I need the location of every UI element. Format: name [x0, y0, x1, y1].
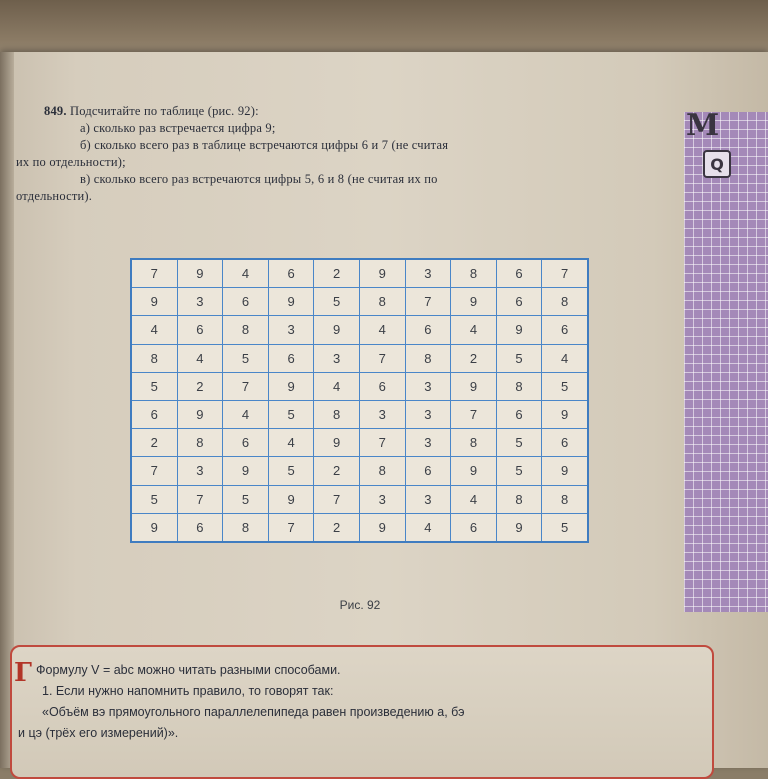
table-cell: 5 [268, 457, 314, 485]
problem-number: 849. [44, 104, 67, 118]
table-row [131, 344, 588, 372]
table-cell: 3 [268, 316, 314, 344]
table-cell: 6 [451, 513, 497, 542]
table-cell: 2 [314, 457, 360, 485]
problem-item-b-line2: их по отдельности); [16, 155, 126, 169]
table-cell: 9 [223, 457, 269, 485]
table-cell: 4 [542, 344, 588, 372]
table-cell: 6 [177, 513, 223, 542]
table-cell: 6 [542, 429, 588, 457]
rule-line-1: Формулу V = abc можно читать разными способами. [36, 663, 341, 677]
table-cell: 6 [542, 316, 588, 344]
table-cell: 6 [405, 457, 451, 485]
problem-item-b-line1: б) сколько всего раз в таблице встречаются цифры 6 и 7 (не считая [80, 138, 449, 152]
problem-item-c-line2: отдельности). [16, 189, 93, 203]
table-cell: 6 [223, 429, 269, 457]
table-cell: 8 [223, 513, 269, 542]
table-cell: 3 [405, 400, 451, 428]
table-cell: 5 [496, 457, 542, 485]
table-cell: 8 [451, 429, 497, 457]
table-cell: 9 [451, 288, 497, 316]
table-cell: 3 [405, 259, 451, 288]
table-cell: 7 [223, 372, 269, 400]
table-cell: 6 [268, 259, 314, 288]
table-cell: 3 [405, 485, 451, 513]
table-cell: 6 [268, 344, 314, 372]
table-cell: 5 [314, 288, 360, 316]
problem-item-c-line1: в) сколько всего раз встречаются цифры 5, 6 и 8 (не считая их по [80, 172, 438, 186]
table-cell: 5 [223, 344, 269, 372]
table-cell: 2 [451, 344, 497, 372]
table-cell: 9 [542, 457, 588, 485]
table-cell: 4 [359, 316, 405, 344]
table-row [131, 429, 588, 457]
table-row [131, 288, 588, 316]
table-cell: 4 [177, 344, 223, 372]
table-row [131, 513, 588, 542]
table-cell: 9 [451, 372, 497, 400]
table-cell: 5 [496, 344, 542, 372]
table-cell: 9 [359, 513, 405, 542]
table-row [131, 400, 588, 428]
table-cell: 4 [223, 400, 269, 428]
table-cell: 9 [496, 513, 542, 542]
table-cell: 4 [405, 513, 451, 542]
table-cell: 5 [542, 513, 588, 542]
table-cell: 4 [131, 316, 177, 344]
figure-caption: Рис. 92 [339, 598, 381, 612]
table-cell: 6 [496, 259, 542, 288]
table-cell: 7 [542, 259, 588, 288]
table-cell: 9 [451, 457, 497, 485]
table-cell: 4 [451, 316, 497, 344]
table-cell: 5 [131, 372, 177, 400]
problem-849 [16, 103, 686, 205]
table-cell: 3 [405, 429, 451, 457]
table-cell: 7 [131, 259, 177, 288]
table-cell: 7 [359, 344, 405, 372]
table-cell: 8 [177, 429, 223, 457]
table-cell: 2 [177, 372, 223, 400]
rule-line-3: «Объём вэ прямоугольного параллелепипеда равен произведению а, бэ [42, 705, 465, 719]
table-cell: 8 [542, 288, 588, 316]
rule-text [18, 660, 708, 744]
table-cell: 4 [451, 485, 497, 513]
table-cell: 7 [405, 288, 451, 316]
table-cell: 8 [405, 344, 451, 372]
table-cell: 2 [314, 513, 360, 542]
table-cell: 9 [177, 259, 223, 288]
table-cell: 5 [268, 400, 314, 428]
digit-table [130, 258, 589, 543]
table-cell: 3 [177, 288, 223, 316]
rule-line-2: 1. Если нужно напомнить правило, то говорят так: [42, 684, 334, 698]
table-cell: 9 [359, 259, 405, 288]
table-row [131, 457, 588, 485]
table-cell: 4 [223, 259, 269, 288]
table-cell: 9 [177, 400, 223, 428]
table-row [131, 372, 588, 400]
margin-grid-panel [684, 112, 768, 612]
table-cell: 7 [314, 485, 360, 513]
table-cell: 7 [359, 429, 405, 457]
table-cell: 9 [268, 485, 314, 513]
rule-line-4: и цэ (трёх его измерений)». [18, 726, 179, 740]
table-cell: 6 [177, 316, 223, 344]
table-cell: 4 [314, 372, 360, 400]
table-cell: 6 [131, 400, 177, 428]
table-cell: 9 [314, 429, 360, 457]
table-cell: 2 [131, 429, 177, 457]
problem-heading [16, 103, 686, 120]
table-cell: 5 [542, 372, 588, 400]
table-cell: 3 [359, 485, 405, 513]
table-cell: 4 [268, 429, 314, 457]
table-cell: 6 [496, 288, 542, 316]
magnifier-icon [703, 150, 731, 178]
table-cell: 3 [359, 400, 405, 428]
table-cell: 8 [223, 316, 269, 344]
margin-icon-glyph: Q [710, 154, 724, 174]
table-cell: 8 [542, 485, 588, 513]
table-cell: 6 [496, 400, 542, 428]
table-cell: 9 [268, 288, 314, 316]
table-cell: 7 [177, 485, 223, 513]
table-cell: 9 [131, 288, 177, 316]
table-row [131, 485, 588, 513]
table-cell: 9 [496, 316, 542, 344]
table-cell: 8 [314, 400, 360, 428]
table-cell: 8 [451, 259, 497, 288]
problem-intro: Подсчитайте по таблице (рис. 92): [70, 104, 259, 118]
table-cell: 5 [223, 485, 269, 513]
table-cell: 3 [177, 457, 223, 485]
table-row [131, 259, 588, 288]
table-cell: 9 [268, 372, 314, 400]
table-cell: 6 [223, 288, 269, 316]
table-cell: 8 [496, 485, 542, 513]
table-cell: 8 [359, 288, 405, 316]
table-cell: 7 [451, 400, 497, 428]
table-cell: 3 [405, 372, 451, 400]
table-cell: 8 [496, 372, 542, 400]
table-cell: 2 [314, 259, 360, 288]
table-cell: 9 [542, 400, 588, 428]
table-cell: 6 [405, 316, 451, 344]
table-cell: 8 [359, 457, 405, 485]
margin-letter-m: М [686, 108, 720, 143]
rule-mark-icon: Г [14, 658, 32, 688]
table-cell: 7 [131, 457, 177, 485]
table-cell: 5 [496, 429, 542, 457]
table-cell: 9 [131, 513, 177, 542]
table-cell: 5 [131, 485, 177, 513]
table-cell: 3 [314, 344, 360, 372]
table-cell: 9 [314, 316, 360, 344]
table-cell: 6 [359, 372, 405, 400]
table-row [131, 316, 588, 344]
table-cell: 7 [268, 513, 314, 542]
problem-item-a: а) сколько раз встречается цифра 9; [80, 121, 276, 135]
table-cell: 8 [131, 344, 177, 372]
